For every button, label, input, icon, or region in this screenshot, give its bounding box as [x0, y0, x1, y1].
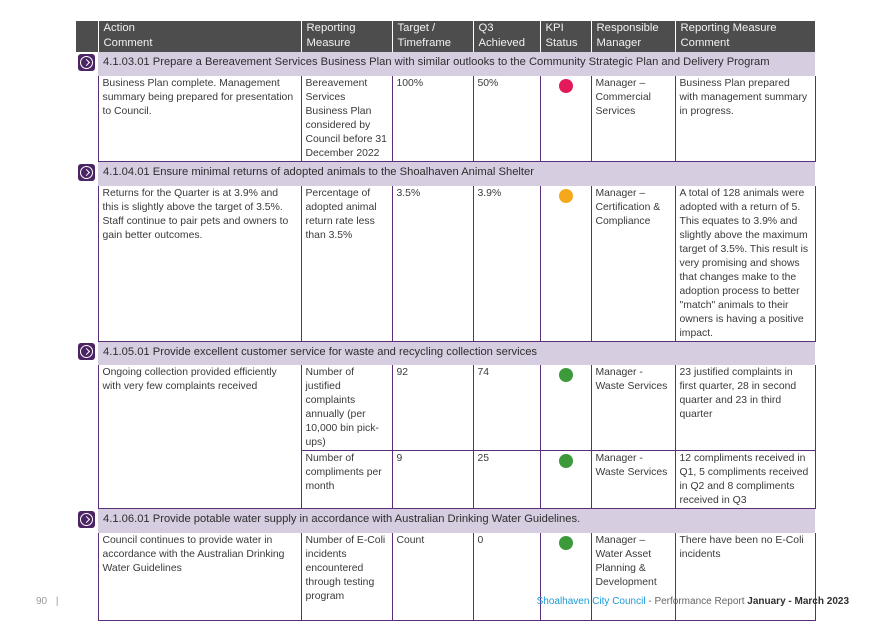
footer-organisation: Shoalhaven City Council [536, 596, 646, 607]
table-row [76, 533, 815, 621]
section-icon-cell [76, 341, 98, 365]
action-comment: Returns for the Quarter is at 3.9% and this is slightly above the target of 3.5%. Staff continue to pair pets and owners to gain better outcomes. [98, 186, 301, 342]
target-value: 100% [392, 76, 473, 162]
measure-comment: There have been no E-Coli incidents [675, 533, 815, 621]
footer-page-number [36, 596, 59, 607]
target-value: 9 [392, 451, 473, 509]
header-action-comment [98, 21, 301, 52]
target-value: 92 [392, 365, 473, 451]
responsible-manager: Manager – Water Asset Planning & Development [591, 533, 675, 621]
reporting-measure: Number of compliments per month [301, 451, 392, 509]
measure-comment: Business Plan prepared with management summary in progress. [675, 76, 815, 162]
header-q3-achieved-text: Q3 Achieved [478, 22, 525, 49]
achieved-value: 25 [473, 451, 540, 509]
chevron-circle-icon[interactable] [78, 54, 95, 71]
kpi-status-dot [559, 536, 573, 550]
responsible-manager: Manager – Commercial Services [591, 76, 675, 162]
row-spacer [76, 186, 98, 342]
table-row [76, 186, 815, 342]
achieved-value: 3.9% [473, 186, 540, 342]
reporting-measure: Number of E-Coli incidents encountered through testing program [301, 533, 392, 621]
kpi-status-cell [540, 451, 591, 509]
action-comment: Business Plan complete. Management summary being prepared for presentation to Council. [98, 76, 301, 162]
chevron-circle-icon[interactable] [78, 164, 95, 181]
responsible-manager: Manager – Certification & Compliance [591, 186, 675, 342]
header-responsible-manager-text: Responsible Manager [596, 22, 659, 49]
section-icon-cell [76, 509, 98, 533]
action-comment: Ongoing collection provided efficiently with very few complaints received [98, 365, 301, 509]
header-responsible-manager [591, 21, 675, 52]
kpi-status-dot [559, 189, 573, 203]
row-spacer [76, 76, 98, 162]
page-number: 90 [36, 596, 48, 607]
reporting-measure: Number of justified complaints annually (per 10,000 bin pick-ups) [301, 365, 392, 451]
section-title: 4.1.03.01 Prepare a Bereavement Services Business Plan with similar outlooks to the Community Strategic Plan and Delivery Program [98, 52, 815, 76]
header-target-timeframe-text: Target / Timeframe [397, 22, 452, 49]
section-row [76, 162, 815, 186]
header-kpi-status-text: KPI Status [545, 22, 578, 49]
table-row [76, 76, 815, 162]
section-icon-cell [76, 162, 98, 186]
kpi-status-cell [540, 76, 591, 162]
table-header-row [76, 21, 815, 52]
section-title: 4.1.04.01 Ensure minimal returns of adopted animals to the Shoalhaven Animal Shelter [98, 162, 815, 186]
measure-comment: 12 compliments received in Q1, 5 compliments received in Q2 and 8 compliments received in Q3 [675, 451, 815, 509]
measure-comment: 23 justified complaints in first quarter, 28 in second quarter and 23 in third quarter [675, 365, 815, 451]
kpi-status-dot [559, 79, 573, 93]
performance-table [76, 21, 816, 621]
kpi-status-dot [559, 368, 573, 382]
footer-report: - Performance Report [645, 596, 748, 607]
header-q3-achieved [473, 21, 540, 52]
chevron-circle-icon[interactable] [78, 343, 95, 360]
measure-comment: A total of 128 animals were adopted with a return of 5. This equates to 3.9% and slightly above the maximum target of 3.5%. This result is very promising and shows that changes make to the adoption process to better "match" animals to their owners is having a positive impact. [675, 186, 815, 342]
row-spacer [76, 365, 98, 451]
footer-period: January - March 2023 [747, 596, 849, 607]
header-reporting-measure-comment-text: Reporting Measure Comment [680, 22, 777, 49]
header-spacer [76, 21, 98, 52]
chevron-circle-icon[interactable] [78, 511, 95, 528]
header-reporting-measure [301, 21, 392, 52]
row-spacer [76, 533, 98, 621]
section-row [76, 341, 815, 365]
target-value: Count [392, 533, 473, 621]
header-reporting-measure-text: Reporting Measure [306, 22, 356, 49]
table-body [76, 52, 815, 621]
kpi-status-cell [540, 365, 591, 451]
header-target-timeframe [392, 21, 473, 52]
table-row [76, 365, 815, 451]
section-title: 4.1.06.01 Provide potable water supply in accordance with Australian Drinking Water Guidelines. [98, 509, 815, 533]
kpi-status-cell [540, 533, 591, 621]
reporting-measure: Percentage of adopted animal return rate less than 3.5% [301, 186, 392, 342]
footer-report-title [537, 596, 849, 607]
responsible-manager: Manager - Waste Services [591, 365, 675, 451]
page-separator: | [55, 596, 59, 607]
achieved-value: 74 [473, 365, 540, 451]
achieved-value: 0 [473, 533, 540, 621]
header-kpi-status [540, 21, 591, 52]
row-spacer [76, 451, 98, 509]
header-action-comment-text: Action Comment [103, 22, 153, 49]
section-row [76, 509, 815, 533]
section-title: 4.1.05.01 Provide excellent customer service for waste and recycling collection services [98, 341, 815, 365]
kpi-status-dot [559, 454, 573, 468]
section-icon-cell [76, 52, 98, 76]
section-row [76, 52, 815, 76]
action-comment: Council continues to provide water in accordance with the Australian Drinking Water Guidelines [98, 533, 301, 621]
reporting-measure: Bereavement Services Business Plan considered by Council before 31 December 2022 [301, 76, 392, 162]
header-reporting-measure-comment [675, 21, 815, 52]
kpi-status-cell [540, 186, 591, 342]
achieved-value: 50% [473, 76, 540, 162]
target-value: 3.5% [392, 186, 473, 342]
responsible-manager: Manager - Waste Services [591, 451, 675, 509]
